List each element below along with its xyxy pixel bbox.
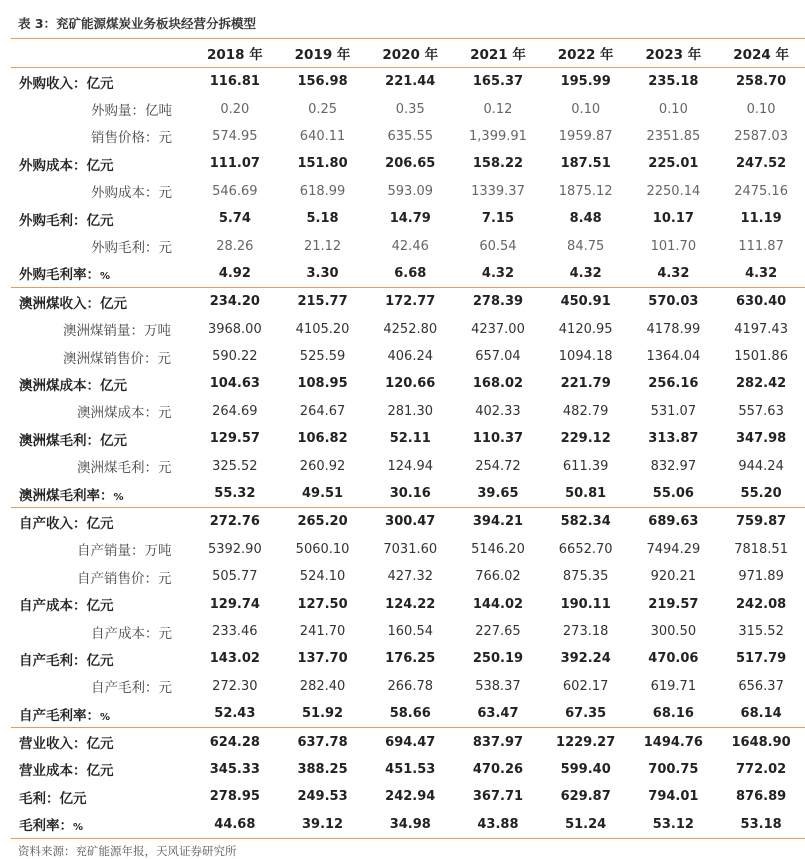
value-cell: 2351.85 (646, 128, 701, 144)
value-cell: 187.51 (560, 156, 611, 172)
value-cell: 766.02 (475, 569, 521, 585)
value-cell: 50.81 (542, 480, 630, 508)
row-label-unit: % (100, 271, 111, 283)
value-cell: 1364.04 (646, 349, 701, 365)
value-cell: 1959.87 (558, 128, 613, 144)
value-cell: 4120.95 (558, 321, 613, 337)
value-cell: 53.18 (740, 816, 782, 832)
value-cell: 111.87 (738, 238, 784, 254)
year-header: 2020 年 (382, 47, 439, 63)
value-cell: 101.70 (650, 238, 697, 254)
table-row (11, 288, 805, 316)
value-cell: 5146.20 (471, 541, 525, 557)
value-cell: 4.92 (191, 260, 279, 288)
row-label (11, 316, 191, 343)
value-cell: 264.69 (212, 403, 258, 419)
value-cell: 593.09 (387, 183, 433, 199)
value-cell: 34.98 (389, 816, 431, 832)
value-cell: 53.12 (652, 816, 694, 832)
row-label (11, 673, 191, 700)
value-cell: 524.10 (299, 569, 346, 585)
value-cell: 10.17 (652, 211, 694, 227)
value-cell: 345.33 (209, 761, 260, 777)
row-label-text: 自产销售价：元 (77, 570, 172, 587)
value-cell: 0.20 (220, 101, 250, 117)
row-label-text: 外购毛利：元 (91, 240, 172, 257)
value-cell: 278.95 (209, 789, 260, 805)
table-row (11, 316, 805, 343)
value-cell: 242.08 (736, 596, 787, 612)
table-row (11, 563, 805, 590)
row-label (11, 645, 191, 672)
value-cell: 944.24 (738, 458, 784, 474)
value-cell: 176.25 (385, 651, 436, 667)
table-row (11, 343, 805, 370)
value-cell: 4197.43 (734, 321, 788, 337)
value-cell: 406.24 (387, 349, 433, 365)
value-cell: 39.12 (301, 816, 344, 832)
value-cell: 168.02 (472, 376, 524, 392)
row-label (11, 68, 191, 96)
year-header: 2022 年 (557, 47, 614, 63)
value-cell: 7818.51 (734, 541, 788, 557)
row-label (11, 508, 191, 536)
value-cell: 68.14 (717, 700, 805, 728)
value-cell: 234.20 (209, 294, 260, 310)
value-cell: 127.50 (297, 596, 348, 612)
value-cell: 108.95 (297, 376, 348, 392)
value-cell: 242.94 (385, 789, 436, 805)
row-label-text: 外购毛利率： (19, 267, 100, 284)
value-cell: 656.37 (738, 678, 784, 694)
value-cell: 875.35 (562, 569, 609, 585)
value-cell: 1494.76 (643, 734, 703, 750)
value-cell: 11.19 (740, 211, 782, 227)
year-header: 2023 年 (645, 47, 702, 63)
value-cell: 282.40 (299, 678, 346, 694)
value-cell: 219.57 (648, 596, 699, 612)
value-cell: 44.68 (214, 816, 256, 832)
value-cell: 106.82 (297, 431, 348, 447)
row-label-text: 澳洲煤成本：亿元 (19, 377, 127, 394)
row-label-text: 自产毛利：亿元 (19, 652, 114, 669)
row-label-text: 澳洲煤毛利：元 (77, 460, 172, 477)
source-note: 资料来源：兖矿能源年报，天风证券研究所 (18, 844, 237, 858)
value-cell: 635.55 (387, 128, 433, 144)
value-cell: 394.21 (472, 514, 524, 530)
value-cell: 110.37 (472, 431, 524, 447)
value-cell: 264.67 (299, 403, 346, 419)
table-row (11, 260, 805, 288)
value-cell: 1229.27 (556, 734, 616, 750)
value-cell: 1875.12 (558, 183, 613, 199)
value-cell: 260.92 (299, 458, 346, 474)
value-cell: 624.28 (209, 734, 260, 750)
value-cell: 4252.80 (383, 321, 438, 337)
table-row (11, 618, 805, 645)
value-cell: 546.69 (212, 183, 258, 199)
row-label-unit: % (73, 822, 84, 834)
value-cell: 28.26 (216, 238, 254, 254)
value-cell: 104.63 (209, 376, 260, 392)
year-header: 2021 年 (470, 47, 526, 63)
row-label-text: 毛利率： (19, 818, 73, 835)
row-label-text: 外购毛利：亿元 (19, 212, 114, 229)
row-label-text: 毛利：亿元 (19, 790, 87, 807)
row-label (11, 700, 191, 728)
value-cell: 124.22 (385, 596, 436, 612)
value-cell: 144.02 (472, 596, 524, 612)
value-cell: 67.35 (542, 700, 630, 728)
value-cell: 582.34 (560, 514, 611, 530)
header-row (11, 39, 805, 68)
row-label (11, 398, 191, 425)
value-cell: 347.98 (736, 431, 787, 447)
row-label (11, 783, 191, 810)
value-cell: 5392.90 (207, 541, 262, 557)
value-cell: 0.12 (483, 101, 513, 117)
row-label-text: 澳洲煤成本：元 (77, 405, 172, 422)
value-cell: 272.30 (212, 678, 258, 694)
value-cell: 63.47 (454, 700, 542, 728)
value-cell: 876.89 (736, 789, 787, 805)
value-cell: 590.22 (212, 349, 258, 365)
header-label-cell (11, 39, 191, 68)
value-cell: 158.22 (472, 156, 524, 172)
table-row (11, 68, 805, 96)
value-cell: 6.68 (366, 260, 454, 288)
value-cell: 971.89 (738, 569, 784, 585)
row-label-text: 澳洲煤收入：亿元 (19, 295, 127, 312)
year-header: 2018 年 (206, 47, 263, 63)
value-cell: 2475.16 (734, 183, 788, 199)
value-cell: 637.78 (297, 734, 348, 750)
row-label-text: 澳洲煤销售价：元 (63, 350, 171, 367)
value-cell: 7494.29 (646, 541, 701, 557)
value-cell: 4.32 (717, 260, 805, 288)
value-cell: 249.53 (297, 789, 348, 805)
row-label-text: 外购量：亿吨 (91, 103, 172, 120)
value-cell: 111.07 (209, 156, 260, 172)
value-cell: 4.32 (630, 260, 718, 288)
row-label (11, 370, 191, 397)
value-cell: 657.04 (475, 349, 521, 365)
table-row (11, 728, 805, 756)
value-cell: 235.18 (648, 74, 699, 90)
value-cell: 129.57 (209, 431, 260, 447)
value-cell: 227.65 (475, 624, 521, 639)
row-label-text: 自产毛利：元 (91, 680, 172, 697)
row-label-text: 外购成本：元 (91, 185, 172, 202)
value-cell: 0.35 (395, 101, 425, 117)
value-cell: 367.71 (472, 789, 524, 805)
table-row (11, 811, 805, 838)
value-cell: 229.12 (560, 431, 611, 447)
value-cell: 619.71 (650, 678, 697, 694)
row-label-text: 自产销量：万吨 (77, 543, 172, 560)
value-cell: 1501.86 (734, 349, 788, 365)
row-label-text: 澳洲煤销量：万吨 (63, 323, 171, 340)
value-cell: 254.72 (475, 458, 521, 474)
table-row (11, 150, 805, 177)
row-label (11, 563, 191, 590)
value-cell: 241.70 (299, 624, 346, 639)
table-row (11, 700, 805, 728)
value-cell: 470.06 (648, 651, 699, 667)
table-row (11, 536, 805, 563)
value-cell: 151.80 (297, 156, 348, 172)
value-cell: 694.47 (385, 734, 436, 750)
value-cell: 160.54 (387, 624, 433, 639)
table-row (11, 452, 805, 479)
value-cell: 137.70 (297, 651, 348, 667)
value-cell: 402.33 (475, 403, 521, 419)
value-cell: 6652.70 (558, 541, 613, 557)
table-title: 表 3：兖矿能源煤炭业务板块经营分拆模型 (18, 16, 257, 31)
row-label-text: 营业成本：亿元 (19, 763, 114, 780)
table-row (11, 645, 805, 672)
row-label-text: 自产毛利率： (19, 707, 100, 724)
value-cell: 51.92 (279, 700, 367, 728)
value-cell: 2250.14 (646, 183, 701, 199)
row-label (11, 123, 191, 150)
table-row (11, 508, 805, 536)
value-cell: 0.10 (658, 101, 688, 117)
value-cell: 272.76 (209, 514, 260, 530)
value-cell: 247.52 (736, 156, 787, 172)
value-cell: 258.70 (736, 74, 787, 90)
value-cell: 2587.03 (734, 128, 788, 144)
value-cell: 43.88 (477, 816, 519, 832)
value-cell: 3.30 (279, 260, 367, 288)
value-cell: 4178.99 (646, 321, 701, 337)
value-cell: 250.19 (472, 651, 524, 667)
table-row (11, 370, 805, 397)
value-cell: 837.97 (472, 734, 524, 750)
row-label (11, 728, 191, 756)
value-cell: 4.32 (542, 260, 630, 288)
value-cell: 392.24 (560, 651, 611, 667)
value-cell: 39.65 (454, 480, 542, 508)
value-cell: 759.87 (736, 514, 787, 530)
value-cell: 920.21 (650, 569, 697, 585)
row-label (11, 480, 191, 508)
row-label-text: 自产成本：亿元 (19, 598, 114, 615)
row-label (11, 618, 191, 645)
value-cell: 21.12 (303, 238, 342, 254)
value-cell: 470.26 (472, 761, 524, 777)
value-cell: 265.20 (297, 514, 348, 530)
value-cell: 1094.18 (558, 349, 613, 365)
row-label-text: 销售价格：元 (91, 130, 172, 147)
value-cell: 505.77 (212, 569, 258, 585)
value-cell: 7.15 (481, 211, 514, 227)
value-cell: 116.81 (209, 74, 260, 90)
value-cell: 1648.90 (731, 734, 791, 750)
value-cell: 30.16 (366, 480, 454, 508)
row-label (11, 811, 191, 838)
value-cell: 256.16 (648, 376, 699, 392)
value-cell: 172.77 (385, 294, 436, 310)
value-cell: 4105.20 (295, 321, 350, 337)
value-cell: 156.98 (297, 74, 348, 90)
value-cell: 0.25 (308, 101, 338, 117)
value-cell: 51.24 (565, 816, 607, 832)
value-cell: 599.40 (560, 761, 611, 777)
row-label (11, 590, 191, 617)
value-cell: 1,399.91 (469, 128, 527, 144)
value-cell: 450.91 (560, 294, 611, 310)
value-cell: 68.16 (630, 700, 718, 728)
value-cell: 700.75 (648, 761, 699, 777)
value-cell: 206.65 (385, 156, 436, 172)
value-cell: 794.01 (648, 789, 699, 805)
year-header: 2024 年 (733, 47, 789, 63)
value-cell: 7031.60 (383, 541, 438, 557)
value-cell: 281.30 (387, 403, 433, 419)
value-cell: 482.79 (562, 403, 609, 419)
row-label-text: 外购收入：亿元 (19, 75, 114, 92)
value-cell: 325.52 (212, 458, 258, 474)
value-cell: 451.53 (385, 761, 436, 777)
value-cell: 58.66 (366, 700, 454, 728)
row-label (11, 178, 191, 205)
value-cell: 5.74 (218, 211, 251, 227)
value-cell: 574.95 (212, 128, 258, 144)
table-row (11, 95, 805, 122)
value-cell: 129.74 (209, 596, 260, 612)
row-label-text: 外购成本：亿元 (19, 157, 114, 174)
value-cell: 689.63 (648, 514, 699, 530)
table-row (11, 756, 805, 783)
row-label (11, 232, 191, 259)
row-label (11, 756, 191, 783)
table-row (11, 673, 805, 700)
table-row (11, 205, 805, 232)
value-cell: 221.79 (560, 376, 611, 392)
value-cell: 772.02 (736, 761, 787, 777)
value-cell: 120.66 (385, 376, 436, 392)
row-label-text: 澳洲煤毛利率： (19, 487, 114, 504)
value-cell: 313.87 (648, 431, 699, 447)
value-cell: 282.42 (736, 376, 787, 392)
table-row (11, 783, 805, 810)
value-cell: 49.51 (279, 480, 367, 508)
value-cell: 3968.00 (207, 321, 262, 337)
value-cell: 602.17 (562, 678, 609, 694)
value-cell: 4.32 (454, 260, 542, 288)
value-cell: 143.02 (209, 651, 260, 667)
value-cell: 42.46 (391, 238, 429, 254)
row-label-unit: % (100, 711, 111, 723)
value-cell: 300.50 (650, 624, 697, 639)
value-cell: 300.47 (385, 514, 436, 530)
row-label (11, 425, 191, 452)
bottom-rule (11, 838, 805, 839)
value-cell: 195.99 (560, 74, 611, 90)
value-cell: 618.99 (299, 183, 346, 199)
value-cell: 165.37 (472, 74, 524, 90)
row-label (11, 452, 191, 479)
value-cell: 531.07 (650, 403, 697, 419)
value-cell: 278.39 (472, 294, 524, 310)
row-label (11, 536, 191, 563)
table-row (11, 425, 805, 452)
value-cell: 1339.37 (471, 183, 525, 199)
table-row (11, 590, 805, 617)
row-label (11, 150, 191, 177)
row-label-text: 澳洲煤毛利：亿元 (19, 432, 127, 449)
value-cell: 611.39 (562, 458, 609, 474)
value-cell: 55.06 (630, 480, 718, 508)
value-cell: 388.25 (297, 761, 348, 777)
value-cell: 538.37 (475, 678, 521, 694)
value-cell: 221.44 (385, 74, 436, 90)
value-cell: 55.20 (717, 480, 805, 508)
value-cell: 0.10 (746, 101, 776, 117)
value-cell: 427.32 (387, 569, 433, 585)
value-cell: 60.54 (479, 238, 517, 254)
value-cell: 5.18 (306, 211, 339, 227)
value-cell: 124.94 (387, 458, 433, 474)
value-cell: 629.87 (560, 789, 611, 805)
value-cell: 315.52 (738, 624, 784, 639)
financial-model-table (11, 39, 805, 838)
value-cell: 55.32 (191, 480, 279, 508)
value-cell: 0.10 (571, 101, 601, 117)
value-cell: 266.78 (387, 678, 433, 694)
value-cell: 84.75 (567, 238, 605, 254)
row-label (11, 343, 191, 370)
value-cell: 832.97 (650, 458, 697, 474)
row-label (11, 205, 191, 232)
row-label (11, 288, 191, 316)
value-cell: 8.48 (569, 211, 602, 227)
row-label (11, 95, 191, 122)
table-row (11, 232, 805, 259)
table-row (11, 178, 805, 205)
value-cell: 5060.10 (295, 541, 350, 557)
value-cell: 525.59 (299, 349, 346, 365)
value-cell: 570.03 (648, 294, 699, 310)
table-row (11, 123, 805, 150)
value-cell: 190.11 (560, 596, 611, 612)
value-cell: 233.46 (212, 624, 258, 639)
value-cell: 215.77 (297, 294, 348, 310)
row-label-text: 自产收入：亿元 (19, 515, 114, 532)
row-label (11, 260, 191, 288)
row-label-unit: % (113, 491, 124, 503)
row-label-text: 营业收入：亿元 (19, 736, 114, 753)
value-cell: 557.63 (738, 403, 784, 419)
row-label-text: 自产成本：元 (91, 625, 172, 642)
value-cell: 4237.00 (471, 321, 525, 337)
value-cell: 225.01 (648, 156, 699, 172)
value-cell: 52.43 (191, 700, 279, 728)
value-cell: 14.79 (389, 211, 431, 227)
table-row (11, 398, 805, 425)
value-cell: 640.11 (299, 128, 346, 144)
value-cell: 630.40 (736, 294, 787, 310)
table-row (11, 480, 805, 508)
year-header: 2019 年 (294, 47, 351, 63)
value-cell: 517.79 (736, 651, 787, 667)
value-cell: 273.18 (562, 624, 609, 639)
value-cell: 52.11 (389, 431, 431, 447)
